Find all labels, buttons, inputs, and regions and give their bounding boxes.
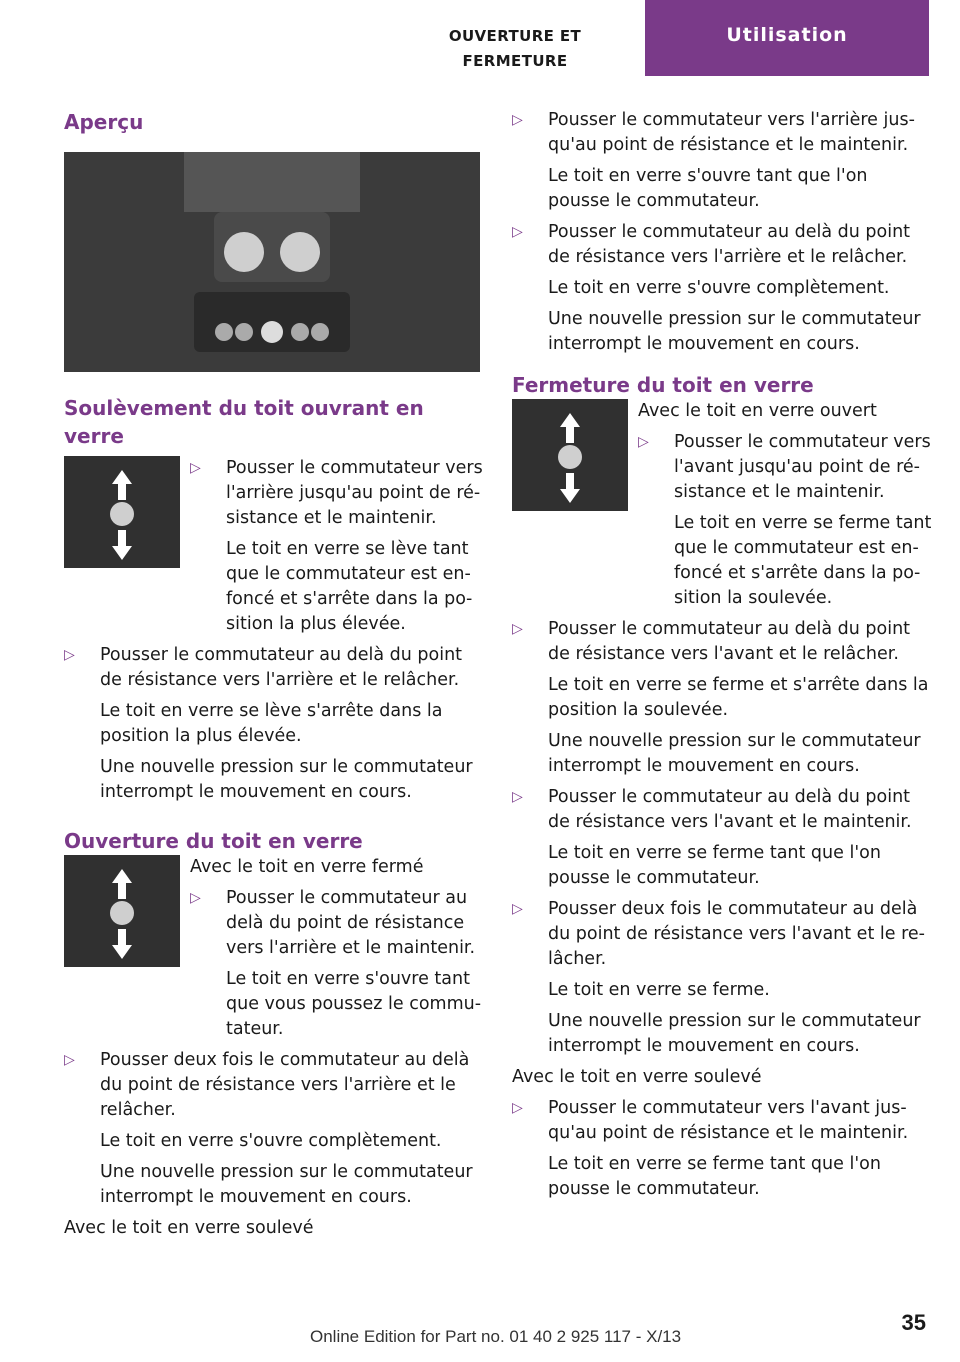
triangle-right-icon: ▷ xyxy=(512,112,523,128)
list-item xyxy=(64,1048,484,1210)
heading-ouverture: Ouverture du toit en verre xyxy=(64,829,363,853)
edition-note: Online Edition for Part no. 01 40 2 925 117 - X/13 xyxy=(310,1327,682,1346)
list-item xyxy=(512,617,932,779)
triangle-right-icon: ▷ xyxy=(512,1100,523,1116)
section-intro: Avec le toit en verre fermé xyxy=(190,857,424,877)
step-subtext: Une nouvelle pression sur le commutateur interrompt le mouvement en cours. xyxy=(548,731,921,776)
step-text: Pousser le commutateur au delà du point de résistance vers l'avant et le maintenir. xyxy=(548,787,912,832)
step-subtext: Le toit en verre se lève s'arrête dans la position la plus élevée. xyxy=(100,701,443,746)
section-outro: Avec le toit en verre soulevé xyxy=(512,1067,762,1087)
list-item xyxy=(512,897,932,1059)
step-text: Pousser le commutateur vers l'arrière jusqu'au point de résistance et le maintenir. xyxy=(226,458,483,528)
section-intro: Avec le toit en verre ouvert xyxy=(638,401,877,421)
list-item xyxy=(64,643,484,805)
step-subtext: Le toit en verre se ferme. xyxy=(548,980,770,1000)
chapter-tab[interactable]: Utilisation xyxy=(645,0,929,76)
section-outro: Avec le toit en verre soulevé xyxy=(64,1218,314,1238)
list-item xyxy=(190,886,484,1042)
switch-photo-lift xyxy=(64,456,180,568)
step-subtext: Le toit en verre s'ouvre complètement. xyxy=(100,1131,442,1151)
step-text: Pousser le commutateur au delà du point de résistance vers l'arrière et le relâcher. xyxy=(548,222,911,267)
roof-console-photo xyxy=(64,152,480,372)
step-subtext: Le toit en verre se ferme tant que le commutateur est enfoncé et s'arrête dans la position la soulevée. xyxy=(674,513,932,608)
triangle-right-icon: ▷ xyxy=(190,460,201,476)
step-subtext: Le toit en verre se lève tant que le commutateur est enfoncé et s'arrête dans la position la plus élevée. xyxy=(226,539,473,634)
step-text: Pousser le commutateur vers l'avant jusqu'au point de résistance et le maintenir. xyxy=(674,432,931,502)
triangle-right-icon: ▷ xyxy=(190,890,201,906)
heading-apercu: Aperçu xyxy=(64,110,144,134)
step-text: Pousser le commutateur vers l'avant jusqu'au point de résistance et le maintenir. xyxy=(548,1098,909,1143)
switch-photo-open xyxy=(64,855,180,967)
chapter-title: OUVERTURE ET FERMETURE xyxy=(448,27,582,70)
step-subtext: Le toit en verre se ferme tant que l'on pousse le commutateur. xyxy=(548,843,881,888)
triangle-right-icon: ▷ xyxy=(638,434,649,450)
list-item xyxy=(638,430,932,611)
list-item xyxy=(512,785,932,891)
step-subtext: Le toit en verre s'ouvre complètement. xyxy=(548,278,890,298)
heading-soulevement: Soulèvement du toit ouvrant en verre xyxy=(64,396,424,448)
triangle-right-icon: ▷ xyxy=(512,224,523,240)
triangle-right-icon: ▷ xyxy=(512,621,523,637)
step-text: Pousser le commutateur au delà du point de résistance vers l'arrière et le relâcher. xyxy=(100,645,463,690)
list-item xyxy=(512,1096,932,1202)
list-item xyxy=(512,220,932,357)
step-subtext: Le toit en verre se ferme et s'arrête dans la position la soulevée. xyxy=(548,675,929,720)
step-text: Pousser deux fois le commutateur au delà du point de résistance vers l'avant et le relâcher. xyxy=(548,899,925,969)
step-text: Pousser deux fois le commutateur au delà du point de résistance vers l'arrière et le relâcher. xyxy=(100,1050,470,1120)
step-subtext: Une nouvelle pression sur le commutateur interrompt le mouvement en cours. xyxy=(100,757,473,802)
heading-fermeture: Fermeture du toit en verre xyxy=(512,373,814,397)
list-item xyxy=(190,456,484,637)
switch-photo-close xyxy=(512,399,628,511)
step-subtext: Le toit en verre s'ouvre tant que vous poussez le commutateur. xyxy=(226,969,482,1039)
left-column xyxy=(64,108,484,1247)
step-subtext: Le toit en verre s'ouvre tant que l'on pousse le commutateur. xyxy=(548,166,868,211)
step-text: Pousser le commutateur au delà du point de résistance vers l'arrière et le maintenir. xyxy=(226,888,476,958)
triangle-right-icon: ▷ xyxy=(512,789,523,805)
page-number: 35 xyxy=(901,1310,926,1335)
step-subtext: Le toit en verre se ferme tant que l'on pousse le commutateur. xyxy=(548,1154,881,1199)
step-subtext: Une nouvelle pression sur le commutateur interrompt le mouvement en cours. xyxy=(548,309,921,354)
right-column xyxy=(512,108,932,1208)
step-text: Pousser le commutateur au delà du point de résistance vers l'avant et le relâcher. xyxy=(548,619,911,664)
list-item xyxy=(512,108,932,214)
triangle-right-icon: ▷ xyxy=(64,1052,75,1068)
step-subtext: Une nouvelle pression sur le commutateur interrompt le mouvement en cours. xyxy=(100,1162,473,1207)
step-text: Pousser le commutateur vers l'arrière jusqu'au point de résistance et le maintenir. xyxy=(548,110,915,155)
triangle-right-icon: ▷ xyxy=(512,901,523,917)
triangle-right-icon: ▷ xyxy=(64,647,75,663)
step-subtext: Une nouvelle pression sur le commutateur interrompt le mouvement en cours. xyxy=(548,1011,921,1056)
